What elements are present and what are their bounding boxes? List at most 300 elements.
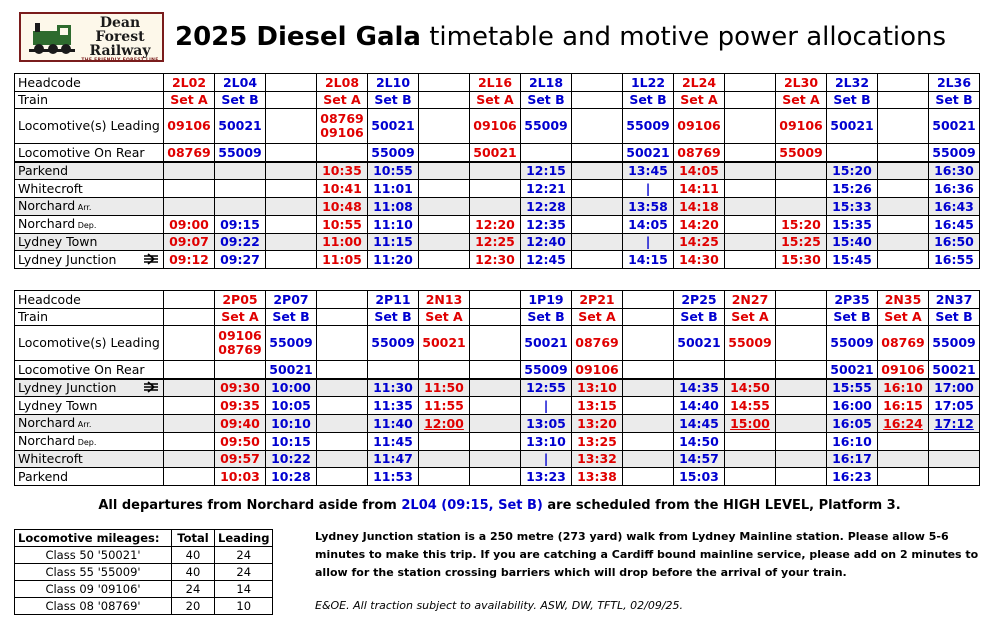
timetable-cell — [419, 180, 470, 198]
timetable-cell: 09:07 — [164, 233, 215, 251]
timetable-cell — [878, 251, 929, 269]
timetable-cell: 13:15 — [572, 397, 623, 415]
timetable-row — [15, 326, 980, 361]
timetable-cell — [623, 468, 674, 486]
mileage-row — [15, 581, 273, 598]
timetable-cell — [521, 144, 572, 162]
timetable-cell: Set B — [623, 91, 674, 109]
timetable-cell: 10:35 — [317, 162, 368, 180]
timetable-cell: 11:50 — [419, 379, 470, 397]
timetable-cell: 09:12 — [164, 251, 215, 269]
timetable-down — [14, 290, 980, 486]
timetable-row — [15, 450, 980, 468]
timetable-cell: 11:35 — [368, 397, 419, 415]
timetable-row — [15, 197, 980, 215]
timetable-cell: 55009 — [929, 144, 980, 162]
timetable-cell: 55009 — [776, 144, 827, 162]
timetable-cell: Set A — [317, 91, 368, 109]
timetable-row — [15, 291, 980, 309]
timetable-cell: 15:03 — [674, 468, 725, 486]
timetable-cell — [725, 91, 776, 109]
timetable-cell — [623, 432, 674, 450]
timetable-cell: 12:55 — [521, 379, 572, 397]
timetable-cell — [725, 180, 776, 198]
timetable-cell — [776, 291, 827, 309]
timetable-row — [15, 361, 980, 379]
timetable-cell — [878, 197, 929, 215]
timetable-cell: 09106 — [776, 109, 827, 144]
timetable-cell — [776, 180, 827, 198]
timetable-cell — [878, 233, 929, 251]
timetable-cell: Set B — [929, 308, 980, 326]
row-label: Parkend — [15, 162, 164, 180]
timetable-cell — [164, 361, 215, 379]
timetable-cell: 55009 — [368, 326, 419, 361]
timetable-cell — [317, 291, 368, 309]
timetable-cell — [266, 180, 317, 198]
timetable-cell — [419, 109, 470, 144]
timetable-cell — [164, 450, 215, 468]
timetable-cell — [470, 308, 521, 326]
timetable-row — [15, 251, 980, 269]
timetable-cell — [317, 450, 368, 468]
timetable-cell: 14:50 — [725, 379, 776, 397]
timetable-cell — [776, 432, 827, 450]
timetable-cell — [470, 162, 521, 180]
timetable-cell — [776, 450, 827, 468]
row-label: Lydney Junction — [15, 379, 164, 397]
timetable-cell — [470, 397, 521, 415]
timetable-cell: 10:28 — [266, 468, 317, 486]
timetable-cell: 55009 — [368, 144, 419, 162]
timetable-cell — [572, 233, 623, 251]
timetable-cell — [725, 197, 776, 215]
timetable-cell: 13:25 — [572, 432, 623, 450]
timetable-cell — [572, 91, 623, 109]
eoe-note: E&OE. All traction subject to availability. ASW, DW, TFTL, 02/09/25. — [315, 599, 684, 612]
walk-note: Lydney Junction station is a 250 metre (273 yard) walk from Lydney Mainline station. Please allow 5-6 minutes to make this trip. If you are catching a Cardiff bound mainline service, please add on 2 minutes to allow for the station crossing barriers which will drop before the arrival of your train. — [315, 530, 979, 579]
timetable-cell — [368, 361, 419, 379]
timetable-cell — [470, 197, 521, 215]
timetable-cell — [623, 397, 674, 415]
timetable-cell: 55009 — [929, 326, 980, 361]
timetable-cell — [164, 180, 215, 198]
row-label: Locomotive On Rear — [15, 361, 164, 379]
timetable-row — [15, 109, 980, 144]
timetable-cell: Set B — [827, 91, 878, 109]
timetable-cell: 12:35 — [521, 215, 572, 233]
row-label: Norchard Dep. — [15, 215, 164, 233]
timetable-row — [15, 74, 980, 92]
timetable-cell: 2L32 — [827, 74, 878, 92]
timetable-cell: 11:30 — [368, 379, 419, 397]
timetable-cell: 14:05 — [623, 215, 674, 233]
timetable-cell — [725, 233, 776, 251]
timetable-row — [15, 215, 980, 233]
timetable-cell — [878, 109, 929, 144]
timetable-cell: 12:30 — [470, 251, 521, 269]
timetable-cell: 14:25 — [674, 233, 725, 251]
timetable-row — [15, 468, 980, 486]
timetable-cell: | — [521, 450, 572, 468]
timetable-cell: 2P35 — [827, 291, 878, 309]
row-label: Locomotive On Rear — [15, 144, 164, 162]
mileage-total: 40 — [172, 564, 215, 581]
timetable-cell: 16:50 — [929, 233, 980, 251]
timetable-row — [15, 308, 980, 326]
timetable-cell: 14:40 — [674, 397, 725, 415]
row-label: Whitecroft — [15, 180, 164, 198]
timetable-cell: 55009 — [266, 326, 317, 361]
timetable-cell: 55009 — [215, 144, 266, 162]
timetable-cell: 11:55 — [419, 397, 470, 415]
timetable-cell: 11:05 — [317, 251, 368, 269]
timetable-cell — [266, 109, 317, 144]
timetable-cell — [164, 397, 215, 415]
timetable-cell — [776, 379, 827, 397]
mileage-class: Class 09 '09106' — [15, 581, 172, 598]
timetable-cell: 14:20 — [674, 215, 725, 233]
timetable-cell — [623, 379, 674, 397]
timetable-cell: 2P05 — [215, 291, 266, 309]
timetable-cell: 2L18 — [521, 74, 572, 92]
timetable-row — [15, 91, 980, 109]
timetable-cell: 11:45 — [368, 432, 419, 450]
timetable-cell: 50021 — [623, 144, 674, 162]
timetable-cell: Set B — [215, 91, 266, 109]
timetable-cell — [470, 361, 521, 379]
timetable-cell: 16:05 — [827, 414, 878, 432]
timetable-cell: 16:17 — [827, 450, 878, 468]
timetable-cell: 10:10 — [266, 414, 317, 432]
national-rail-icon — [142, 381, 160, 393]
timetable-cell — [725, 215, 776, 233]
timetable-cell — [419, 432, 470, 450]
timetable-cell — [266, 144, 317, 162]
timetable-cell: 50021 — [266, 361, 317, 379]
timetable-cell: 11:53 — [368, 468, 419, 486]
timetable-cell: 16:43 — [929, 197, 980, 215]
timetable-cell: 16:24 — [878, 414, 929, 432]
timetable-cell — [317, 468, 368, 486]
timetable-cell — [878, 450, 929, 468]
timetable-cell: Set A — [470, 91, 521, 109]
timetable-cell: 08769 — [878, 326, 929, 361]
timetable-cell: 13:45 — [623, 162, 674, 180]
mileage-class: Class 50 '50021' — [15, 547, 172, 564]
timetable-cell: 15:55 — [827, 379, 878, 397]
timetable-cell: 16:15 — [878, 397, 929, 415]
timetable-cell — [215, 361, 266, 379]
timetable-cell: 50021 — [215, 109, 266, 144]
timetable-cell: 09:30 — [215, 379, 266, 397]
timetable-cell: 09106 08769 — [215, 326, 266, 361]
timetable-cell — [878, 468, 929, 486]
timetable-cell: 12:25 — [470, 233, 521, 251]
timetable-cell — [317, 414, 368, 432]
timetable-cell: 14:45 — [674, 414, 725, 432]
timetable-cell: 08769 09106 — [317, 109, 368, 144]
timetable-cell: 17:00 — [929, 379, 980, 397]
timetable-cell: 12:15 — [521, 162, 572, 180]
timetable-cell — [215, 162, 266, 180]
timetable-cell — [164, 414, 215, 432]
timetable-cell: 13:20 — [572, 414, 623, 432]
timetable-cell: 50021 — [521, 326, 572, 361]
timetable-cell — [470, 432, 521, 450]
timetable-up — [14, 73, 980, 269]
timetable-cell — [572, 215, 623, 233]
timetable-row — [15, 233, 980, 251]
timetable-cell: 13:10 — [572, 379, 623, 397]
timetable-cell: 2L36 — [929, 74, 980, 92]
timetable-cell: 10:55 — [317, 215, 368, 233]
mileage-row — [15, 547, 273, 564]
timetable-cell — [164, 291, 215, 309]
timetable-cell — [266, 162, 317, 180]
timetable-cell — [725, 251, 776, 269]
timetable-cell — [929, 450, 980, 468]
timetable-cell: Set A — [878, 308, 929, 326]
timetable-cell: 15:26 — [827, 180, 878, 198]
timetable-cell: 15:25 — [776, 233, 827, 251]
timetable-cell — [470, 379, 521, 397]
timetable-cell: 14:11 — [674, 180, 725, 198]
timetable-cell: 55009 — [725, 326, 776, 361]
timetable-cell: 10:48 — [317, 197, 368, 215]
timetable-cell: 13:05 — [521, 414, 572, 432]
timetable-cell: Set A — [572, 308, 623, 326]
timetable-cell — [470, 414, 521, 432]
timetable-cell: 11:10 — [368, 215, 419, 233]
timetable-cell: 2P21 — [572, 291, 623, 309]
timetable-cell — [674, 361, 725, 379]
locomotive-logo-icon — [27, 19, 77, 57]
timetable-cell — [572, 180, 623, 198]
timetable-cell: Set A — [164, 91, 215, 109]
mileage-total: 20 — [172, 598, 215, 615]
row-label: Locomotive(s) Leading — [15, 326, 164, 361]
timetable-cell: 15:33 — [827, 197, 878, 215]
timetable-cell: 16:36 — [929, 180, 980, 198]
timetable-cell — [827, 144, 878, 162]
row-label: Lydney Town — [15, 397, 164, 415]
timetable-cell: 2L08 — [317, 74, 368, 92]
timetable-row — [15, 379, 980, 397]
timetable-cell — [419, 91, 470, 109]
timetable-cell: 2L30 — [776, 74, 827, 92]
timetable-cell: 16:10 — [878, 379, 929, 397]
timetable-cell — [929, 432, 980, 450]
timetable-cell: Set A — [215, 308, 266, 326]
timetable-cell: 12:45 — [521, 251, 572, 269]
timetable-cell: 14:18 — [674, 197, 725, 215]
timetable-cell: 11:01 — [368, 180, 419, 198]
row-label: Norchard Arr. — [15, 414, 164, 432]
timetable-cell: Set A — [419, 308, 470, 326]
timetable-cell — [623, 326, 674, 361]
timetable-cell — [470, 468, 521, 486]
timetable-cell — [419, 361, 470, 379]
timetable-cell: 15:00 — [725, 414, 776, 432]
timetable-cell — [164, 162, 215, 180]
timetable-cell — [164, 326, 215, 361]
timetable-cell: 09:57 — [215, 450, 266, 468]
timetable-cell: 55009 — [623, 109, 674, 144]
timetable-cell: Set B — [266, 308, 317, 326]
timetable-cell: 08769 — [164, 144, 215, 162]
timetable-cell — [725, 450, 776, 468]
timetable-cell: 09:22 — [215, 233, 266, 251]
timetable-cell — [266, 215, 317, 233]
timetable-cell: 15:30 — [776, 251, 827, 269]
timetable-cell: 2N37 — [929, 291, 980, 309]
timetable-cell: 09:15 — [215, 215, 266, 233]
timetable-cell: 2L04 — [215, 74, 266, 92]
row-label: Train — [15, 308, 164, 326]
timetable-cell: 14:35 — [674, 379, 725, 397]
timetable-cell: 15:20 — [827, 162, 878, 180]
timetable-cell — [776, 361, 827, 379]
timetable-cell: 1L22 — [623, 74, 674, 92]
timetable-cell: 13:32 — [572, 450, 623, 468]
timetable-cell: | — [623, 233, 674, 251]
timetable-cell — [317, 397, 368, 415]
timetable-cell: 09106 — [470, 109, 521, 144]
timetable-cell: 2P25 — [674, 291, 725, 309]
timetable-cell: Set A — [725, 308, 776, 326]
timetable-cell: 10:55 — [368, 162, 419, 180]
timetable-cell — [470, 326, 521, 361]
timetable-cell: 2N13 — [419, 291, 470, 309]
timetable-cell — [623, 361, 674, 379]
timetable-cell — [266, 197, 317, 215]
timetable-cell: 17:05 — [929, 397, 980, 415]
timetable-cell — [419, 233, 470, 251]
timetable-cell: 13:23 — [521, 468, 572, 486]
mileage-total: 40 — [172, 547, 215, 564]
timetable-cell — [878, 144, 929, 162]
timetable-row — [15, 180, 980, 198]
mileage-row — [15, 598, 273, 615]
timetable-cell: 2N35 — [878, 291, 929, 309]
row-label: Headcode — [15, 74, 164, 92]
timetable-cell: 16:30 — [929, 162, 980, 180]
timetable-cell: 14:55 — [725, 397, 776, 415]
timetable-cell: 10:05 — [266, 397, 317, 415]
timetable-cell: 08769 — [572, 326, 623, 361]
timetable-cell: 13:38 — [572, 468, 623, 486]
timetable-cell: 11:00 — [317, 233, 368, 251]
timetable-cell: 55009 — [521, 109, 572, 144]
timetable-cell: 1P19 — [521, 291, 572, 309]
timetable-cell: 09106 — [878, 361, 929, 379]
timetable-cell — [572, 74, 623, 92]
timetable-cell: 14:15 — [623, 251, 674, 269]
timetable-cell: | — [623, 180, 674, 198]
dfr-logo — [19, 12, 164, 62]
timetable-cell: 2L02 — [164, 74, 215, 92]
timetable-cell — [776, 468, 827, 486]
timetable-cell: 2L16 — [470, 74, 521, 92]
timetable-cell — [419, 74, 470, 92]
timetable-cell: 2N27 — [725, 291, 776, 309]
timetable-cell — [470, 291, 521, 309]
timetable-row — [15, 414, 980, 432]
timetable-cell: 13:58 — [623, 197, 674, 215]
timetable-cell: Set A — [776, 91, 827, 109]
timetable-cell — [215, 197, 266, 215]
timetable-cell — [776, 162, 827, 180]
timetable-cell — [572, 162, 623, 180]
timetable-cell: 50021 — [470, 144, 521, 162]
timetable-cell — [878, 74, 929, 92]
timetable-cell: Set B — [368, 91, 419, 109]
row-label: Lydney Junction — [15, 251, 164, 269]
timetable-cell: 50021 — [674, 326, 725, 361]
timetable-cell — [419, 144, 470, 162]
timetable-cell: 55009 — [521, 361, 572, 379]
timetable-cell: 16:10 — [827, 432, 878, 450]
timetable-cell: 14:57 — [674, 450, 725, 468]
mileage-row — [15, 564, 273, 581]
timetable-cell — [776, 326, 827, 361]
timetable-cell: 11:08 — [368, 197, 419, 215]
timetable-cell — [266, 251, 317, 269]
timetable-cell: 10:41 — [317, 180, 368, 198]
timetable-cell: 09:35 — [215, 397, 266, 415]
timetable-cell — [419, 450, 470, 468]
platform-note: All departures from Norchard aside from 2L04 (09:15, Set B) are scheduled from the HIGH LEVEL, Platform 3. — [98, 498, 901, 513]
timetable-cell — [725, 162, 776, 180]
timetable-cell — [164, 308, 215, 326]
mileage-table — [14, 529, 273, 615]
row-label: Norchard Arr. — [15, 197, 164, 215]
header — [15, 12, 985, 64]
timetable-row — [15, 397, 980, 415]
row-label: Norchard Dep. — [15, 432, 164, 450]
timetable-cell: 08769 — [674, 144, 725, 162]
timetable-cell — [470, 180, 521, 198]
timetable-cell: 11:20 — [368, 251, 419, 269]
logo-name: Dean Forest Railway — [89, 15, 151, 59]
timetable-cell — [623, 308, 674, 326]
national-rail-icon — [142, 253, 160, 265]
timetable-cell: 13:10 — [521, 432, 572, 450]
timetable-cell — [572, 144, 623, 162]
timetable-cell: 2P07 — [266, 291, 317, 309]
timetable-cell: 09:00 — [164, 215, 215, 233]
timetable-row — [15, 144, 980, 162]
timetable-cell: 2L10 — [368, 74, 419, 92]
timetable-cell — [419, 251, 470, 269]
timetable-cell — [725, 432, 776, 450]
mileage-header: Locomotive mileages: — [15, 530, 172, 547]
timetable-cell — [878, 432, 929, 450]
row-label: Train — [15, 91, 164, 109]
timetable-cell: 11:40 — [368, 414, 419, 432]
timetable-cell — [419, 215, 470, 233]
timetable-cell: 16:23 — [827, 468, 878, 486]
timetable-cell: 10:00 — [266, 379, 317, 397]
timetable-cell: 09106 — [164, 109, 215, 144]
timetable-cell — [878, 215, 929, 233]
row-label: Whitecroft — [15, 450, 164, 468]
logo-tagline: THE FRIENDLY FOREST LINE — [81, 58, 159, 63]
timetable-cell: 09:40 — [215, 414, 266, 432]
mileage-leading: 24 — [215, 564, 273, 581]
row-label: Headcode — [15, 291, 164, 309]
